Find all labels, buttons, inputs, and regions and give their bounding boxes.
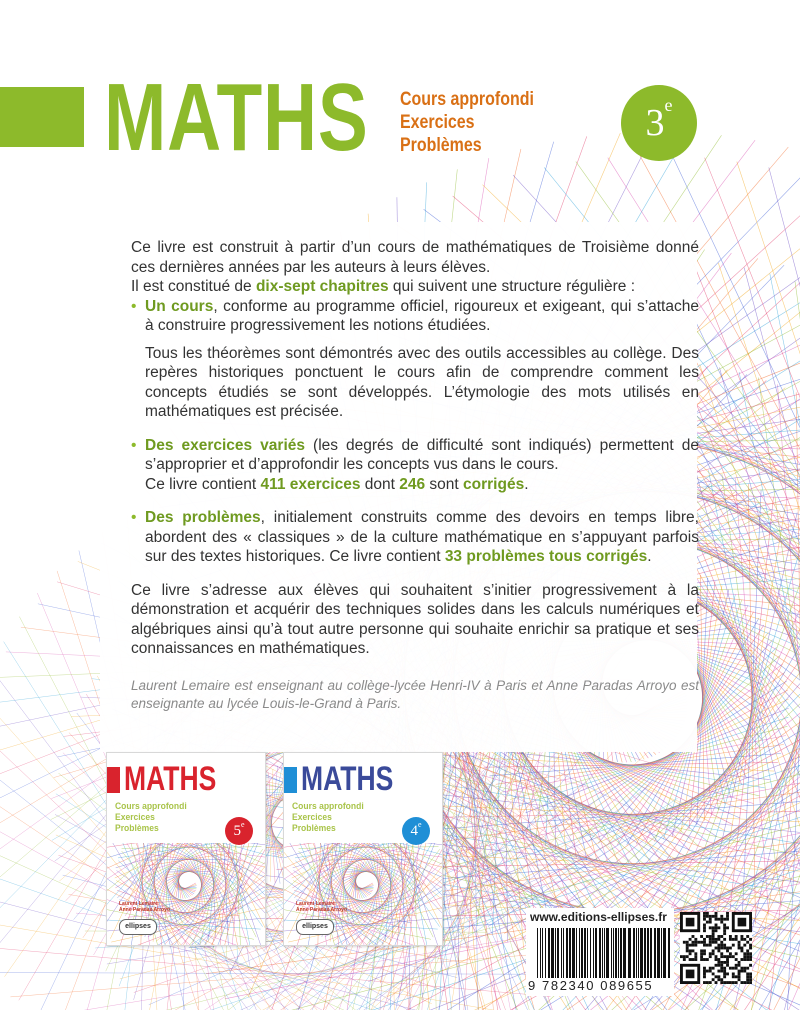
book-thumb-subtitle: Exercices <box>292 812 332 823</box>
book-thumb-subtitle: Problèmes <box>115 823 159 834</box>
highlight-text: 246 <box>399 475 426 493</box>
book-thumb-author: Laurent Lemaire <box>119 901 158 907</box>
bullet-text: , conforme au programme officiel, rigoureux et exigeant, qui s’attache à construire progressivement les notions étudiées. <box>145 297 699 334</box>
highlight-text: Des problèmes <box>145 509 261 526</box>
book-thumb-level: 4 <box>410 823 418 839</box>
header-green-bar <box>0 87 84 147</box>
intro-paragraph <box>131 238 699 297</box>
book-thumb-author: Anne Paradas Arroyo <box>119 907 170 913</box>
highlight-text: Un cours <box>145 297 214 315</box>
book-thumb-subtitle: Problèmes <box>292 823 336 834</box>
intro-text: Il est constitué de <box>131 278 256 295</box>
bullet-text: sont <box>425 475 464 493</box>
bullet-dot: • <box>131 297 137 315</box>
highlight-text: dix-sept chapitres <box>255 278 389 295</box>
publisher-logo: ellipses <box>296 919 334 935</box>
bullet-cours-details <box>131 344 699 422</box>
bullet-cours <box>131 297 699 336</box>
level-badge <box>621 85 697 161</box>
book-thumb-authors <box>296 901 347 913</box>
authors-paragraph: Laurent Lemaire est enseignant au collège-lycée Henri-IV à Paris et Anne Paradas Arroyo est enseignante au lycée Louis-le-Grand à Paris. <box>131 677 699 711</box>
bullet-problemes <box>131 508 699 567</box>
book-thumb-subtitle: Cours approfondi <box>115 801 187 812</box>
level-superscript: e <box>664 95 673 115</box>
bullet-dot: • <box>131 509 137 526</box>
subtitle-line: Problèmes <box>400 135 482 156</box>
back-cover-text <box>131 238 699 713</box>
highlight-text: corrigés <box>463 475 525 493</box>
book-subtitles <box>400 88 534 157</box>
isbn-number: 9 782340 089655 <box>528 978 654 993</box>
bullet-text: . <box>647 548 652 565</box>
bullet-dot: • <box>131 436 137 454</box>
book-cover-4e <box>283 752 443 946</box>
book-thumb-subtitle: Cours approfondi <box>292 801 364 812</box>
book-thumb-author: Anne Paradas Arroyo <box>296 907 347 913</box>
book-thumb-title: MATHS <box>124 760 217 798</box>
bullet-exercices <box>131 436 699 495</box>
book-thumb-level-badge <box>225 817 253 845</box>
publisher-url[interactable]: www.editions-ellipses.fr <box>530 910 667 924</box>
book-thumb-subtitles <box>115 801 187 834</box>
subtitle-line: Cours approfondi <box>400 89 534 110</box>
book-thumb-subtitles <box>292 801 364 834</box>
book-thumb-authors <box>119 901 170 913</box>
book-thumb-level-sup: e <box>417 820 422 829</box>
bullet-text: dont <box>360 475 400 493</box>
book-thumb-level: 5 <box>233 823 241 839</box>
highlight-text: Des exercices variés <box>145 436 305 454</box>
bullet-text: Ce livre contient <box>145 475 261 493</box>
intro-text: Ce livre est construit à partir d’un cours de mathématiques de Troisième donné ces dernières années par les auteurs à leurs élèves. <box>131 239 699 276</box>
intro-text: qui suivent une structure régulière : <box>388 278 636 295</box>
highlight-text: 33 problèmes tous corrigés <box>444 548 648 565</box>
qr-code[interactable] <box>680 912 752 984</box>
bullet-text: , initialement construits comme des devoirs en temps libre, abordent des « classiques » de la culture mathématique en s’appuyant parfois sur des textes historiques. Ce livre contient <box>145 509 699 565</box>
subtitle-line: Exercices <box>400 112 475 133</box>
barcode <box>537 928 671 978</box>
bullet-text: . <box>524 475 529 493</box>
book-thumb-title: MATHS <box>301 760 394 798</box>
publisher-logo: ellipses <box>119 919 157 935</box>
book-cover-5e <box>106 752 266 946</box>
book-thumb-level-sup: e <box>240 820 245 829</box>
outro-paragraph: Ce livre s’adresse aux élèves qui souhaitent s’initier progressivement à la démonstration et acquérir des techniques solides dans les calculs numériques et algébriques ainsi qu’à tout autre personne qui souhaite enrichir sa pratique et ses connaissances en mathématiques. <box>131 581 699 657</box>
highlight-text: 411 exercices <box>260 475 361 493</box>
bullet-text: (les degrés de difficulté sont indiqués) permettent de s’approprier et d’approfondir les concepts vus dans le cours. <box>145 436 699 473</box>
book-title: MATHS <box>104 64 369 171</box>
book-accent-square <box>107 767 120 793</box>
book-thumb-author: Laurent Lemaire <box>296 901 335 907</box>
bullet-text: Tous les théorèmes sont démontrés avec des outils accessibles au collège. Des repères historiques ponctuent le cours afin de comprendre comment les concepts étudiés se sont développés. L’étymologie des mots utilisés en mathématiques est précisée. <box>145 344 699 420</box>
book-accent-square <box>284 767 297 793</box>
book-thumb-level-badge <box>402 817 430 845</box>
book-thumb-subtitle: Exercices <box>115 812 155 823</box>
level-number: 3 <box>645 102 665 144</box>
